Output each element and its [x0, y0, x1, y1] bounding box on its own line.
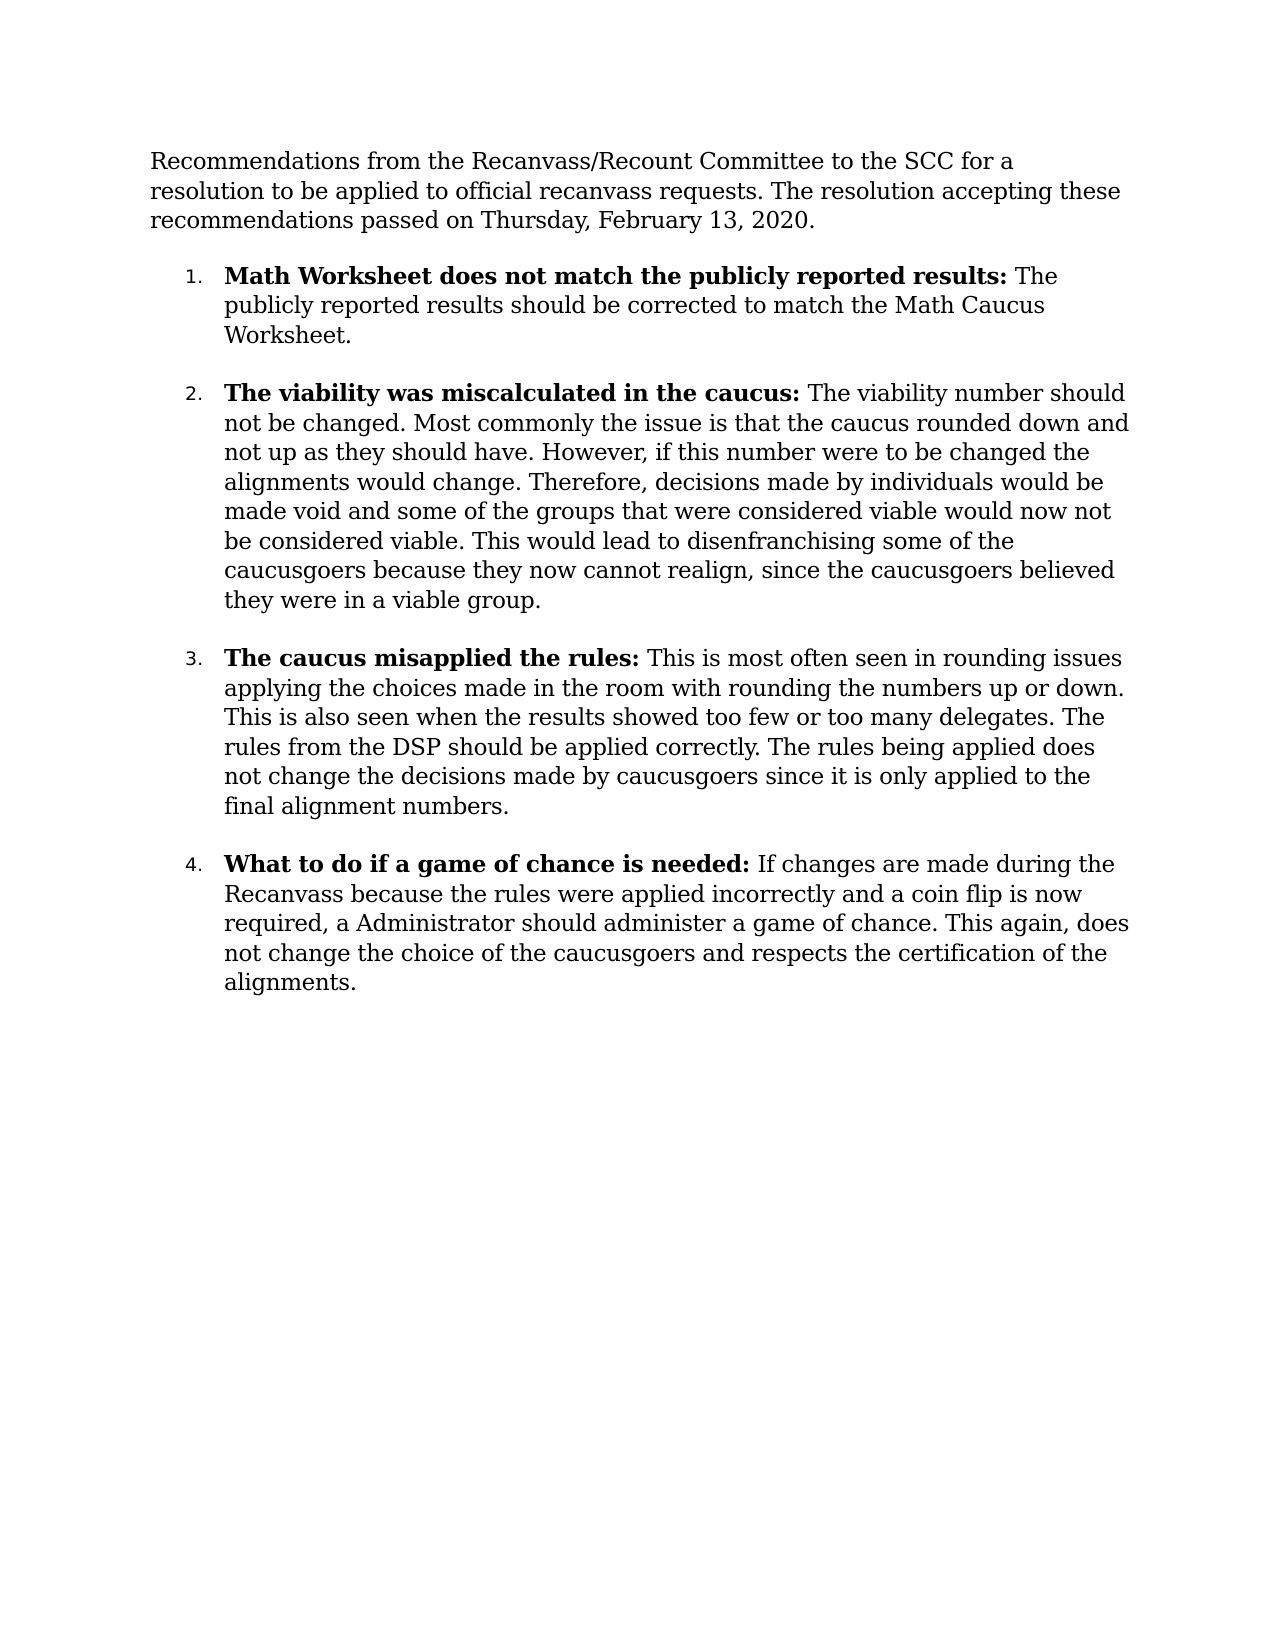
item-heading: What to do if a game of chance is needed:	[224, 851, 758, 878]
item-heading: The caucus misapplied the rules:	[224, 645, 648, 672]
item-number: 3.	[185, 648, 204, 670]
recommendation-item	[150, 379, 1130, 616]
item-text: The viability number should not be changed. Most commonly the issue is that the caucus rounded down and not up as they should have. However, if this number were to be changed the alignments would change. Therefore, decisions made by individuals would be made void and some of the groups that were considered viable would now not be considered viable. This would lead to disenfranchising some of the caucusgoers because they now cannot realign, since the caucusgoers believed they were in a viable group.	[224, 381, 1130, 614]
item-heading: The viability was miscalculated in the caucus:	[224, 380, 808, 407]
document-page	[150, 148, 1130, 1027]
item-heading: Math Worksheet does not match the publicly reported results:	[224, 262, 1015, 290]
item-text: This is most often seen in rounding issues applying the choices made in the room with rounding the numbers up or down. This is also seen when the results showed too few or too many delegates. The rules from the DSP should be applied correctly. The rules being applied does not change the decisions made by caucusgoers since it is only applied to the final alignment numbers.	[224, 646, 1125, 820]
item-number: 1.	[185, 265, 204, 288]
recommendation-item	[150, 850, 1130, 999]
recommendations-list	[150, 262, 1130, 999]
item-number: 2.	[185, 383, 204, 405]
intro-paragraph: Recommendations from the Recanvass/Recount Committee to the SCC for a resolution to be applied to official recanvass requests. The resolution accepting these recommendations passed on Thursday, February 13, 2020.	[150, 149, 1121, 234]
recommendation-item	[150, 644, 1130, 822]
recommendation-item	[150, 262, 1130, 352]
item-text: If changes are made during the Recanvass because the rules were applied incorrectly and a coin flip is now required, a Administrator should administer a game of chance. This again, does not change the choice of the caucusgoers and respects the certification of the alignments.	[224, 852, 1130, 996]
item-text: The publicly reported results should be corrected to match the Math Caucus Worksheet.	[224, 263, 1058, 349]
item-number: 4.	[185, 854, 204, 876]
